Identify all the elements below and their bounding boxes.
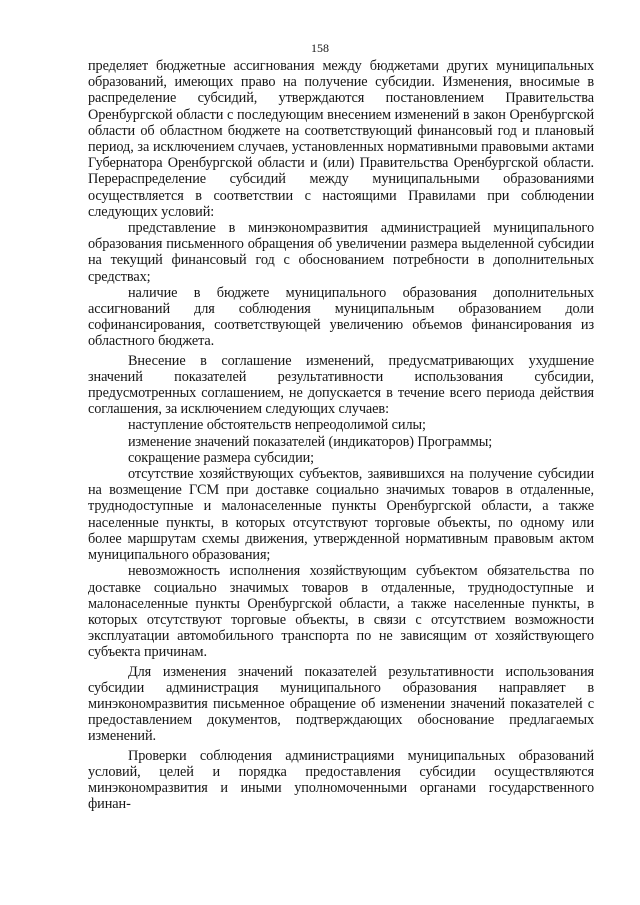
paragraph-continuation: пределяет бюджетные ассигнования между бюджетами других муниципальных образований, имеющих право на получение субсидии. Изменения, вносимые в распределение субсидий, утверждаются постановлением Правительства Оренбургской области с последующим внесением изменений в закон Оренбургской области об областном бюджете на соответствующий финансовый год и плановый период, за исключением случаев, установленных нормативными правовыми актами Губернатора Оренбургской области и (или) Правительства Оренбургской области. Перераспределение субсидий между муниципальными образованиями осуществляется в соответствии с настоящими Правилами при соблюдении следующих условий:: [88, 58, 594, 220]
paragraph-case-no-entities: отсутствие хозяйствующих субъектов, заявившихся на получение субсидии на возмещение ГСМ при доставке социально значимых товаров в отдаленные, труднодоступные и малонаселенные пункты Оренбургской области, а также населенные пункты, в которых отсутствуют торговые объекты, по одному или более маршрутам схемы движения, утвержденной нормативным правовым актом муниципального образования;: [88, 466, 594, 564]
paragraph-condition-request: представление в минэкономразвития администрацией муниципального образования письменного обращения об увеличении размера выделенной субсидии на текущий финансовый год с обоснованием потребности в дополнительных средствах;: [88, 220, 594, 285]
page-number: 158: [311, 41, 329, 55]
paragraph-case-impossibility: невозможность исполнения хозяйствующим субъектом обязательства по доставке социально значимых товаров в отдаленные, труднодоступные и малонаселенные пункты Оренбургской области, а также населенные пункты, в которых отсутствуют торговые объекты, в связи с отсутствием возможности эксплуатации автомобильного транспорта по не зависящим от хозяйствующего субъекта причинам.: [88, 563, 594, 661]
document-body: [88, 58, 594, 812]
paragraph-inspections: Проверки соблюдения администрациями муниципальных образований условий, целей и порядка предоставления субсидии осуществляются минэкономразвития и иными уполномоченными органами государственного финан-: [88, 747, 594, 813]
paragraph-condition-budget: наличие в бюджете муниципального образования дополнительных ассигнований для соблюдения муниципальным образованием доли софинансирования, соответствующей увеличению объемов финансирования из областного бюджета.: [88, 284, 594, 350]
paragraph-case-reduction: сокращение размера субсидии;: [128, 449, 315, 466]
paragraph-agreement-changes: Внесение в соглашение изменений, предусматривающих ухудшение значений показателей результативности использования субсидии, предусмотренных соглашением, не допускается в течение всего периода действия соглашения, за исключением следующих случаев:: [88, 352, 594, 418]
paragraph-indicator-change-request: Для изменения значений показателей результативности использования субсидии администрация муниципального образования направляет в минэкономразвития письменное обращение об изменении значений показателей с предоставлением документов, подтверждающих обоснование предлагаемых изменений.: [88, 663, 594, 745]
paragraph-case-indicators: изменение значений показателей (индикаторов) Программы;: [128, 433, 493, 450]
paragraph-case-force-majeure: наступление обстоятельств непреодолимой силы;: [128, 417, 426, 434]
